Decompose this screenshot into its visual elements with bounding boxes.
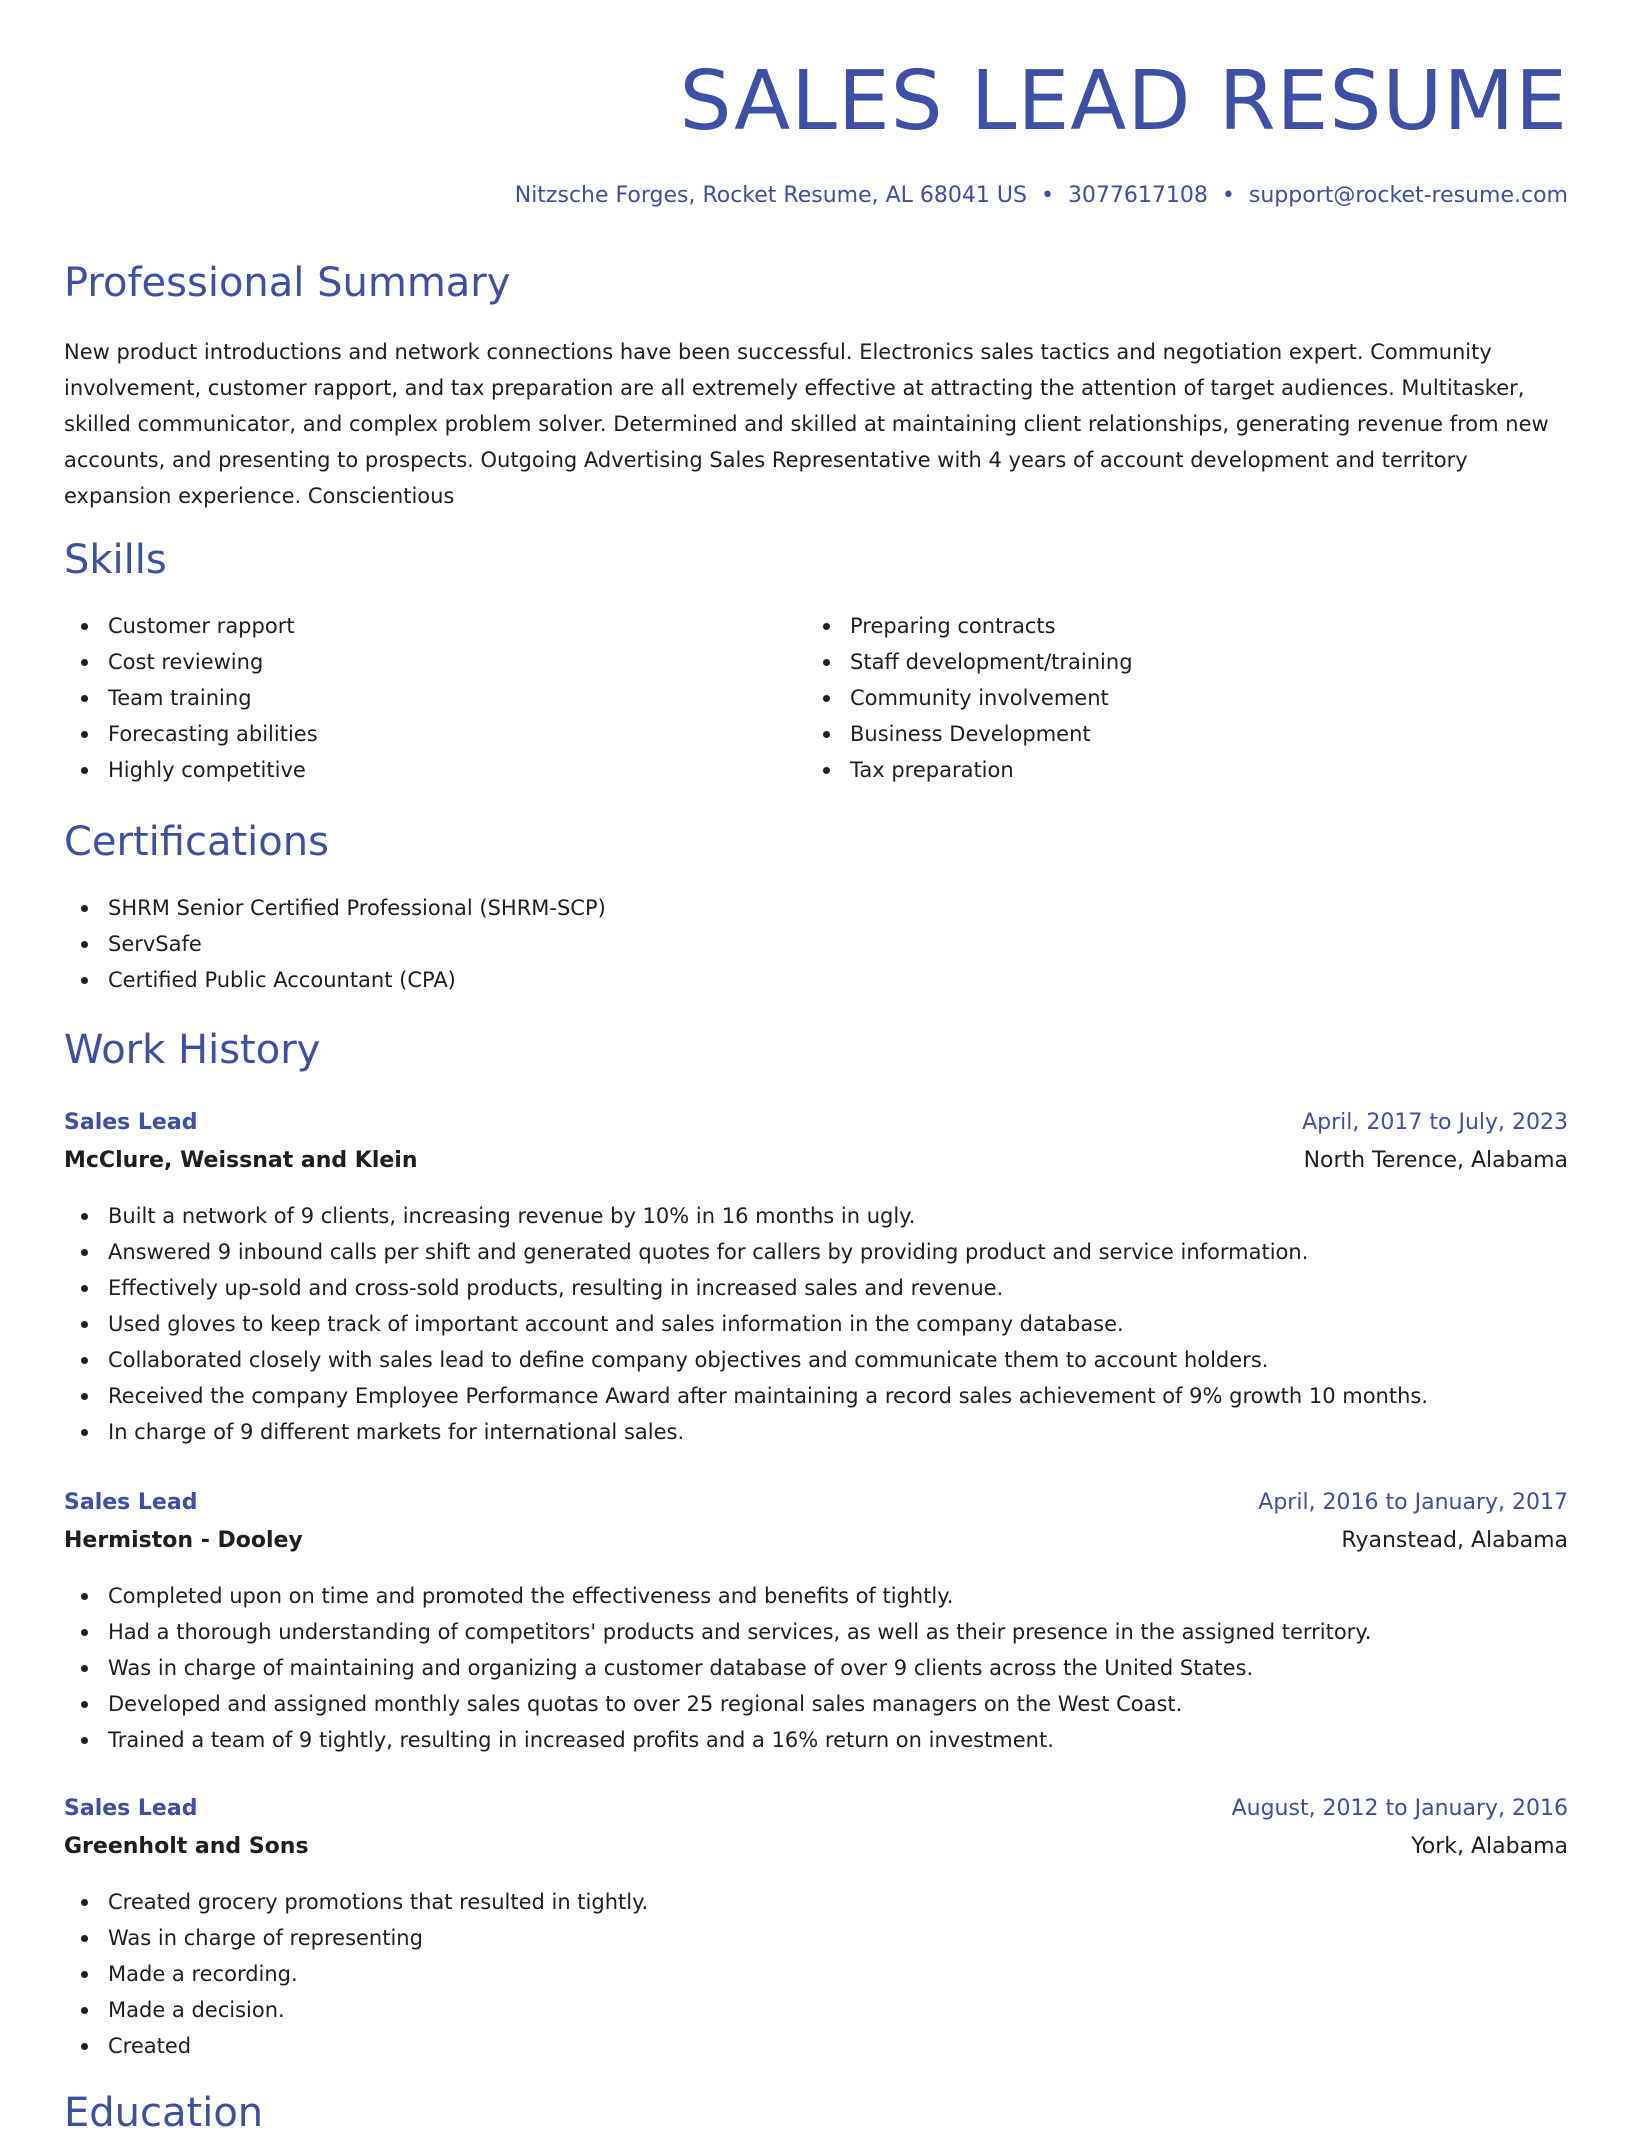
contact-address: Nitzsche Forges, Rocket Resume, AL 68041 US bbox=[514, 183, 1027, 208]
skill-item: Preparing contracts bbox=[806, 608, 1133, 644]
job-header bbox=[64, 1107, 1568, 1183]
job-bullet: Built a network of 9 clients, increasing revenue by 10% in 16 months in ugly. bbox=[64, 1198, 1428, 1234]
section-title-skills: Skills bbox=[64, 537, 167, 583]
skill-item: Staff development/training bbox=[806, 644, 1133, 680]
job-bullet: Made a recording. bbox=[64, 1956, 648, 1992]
job-bullet: Used gloves to keep track of important account and sales information in the company database. bbox=[64, 1306, 1428, 1342]
section-title-summary: Professional Summary bbox=[64, 260, 511, 306]
section-title-education: Education bbox=[64, 2090, 264, 2136]
job-bullet: Made a decision. bbox=[64, 1992, 648, 2028]
job-title: Sales Lead bbox=[64, 1490, 198, 1515]
skill-item: Tax preparation bbox=[806, 752, 1133, 788]
job-company: Greenholt and Sons bbox=[64, 1834, 309, 1859]
job-header bbox=[64, 1487, 1568, 1563]
job-bullet: Was in charge of maintaining and organizing a customer database of over 9 clients across the United States. bbox=[64, 1650, 1371, 1686]
skill-item: Highly competitive bbox=[64, 752, 318, 788]
job-company: Hermiston - Dooley bbox=[64, 1528, 303, 1553]
contact-phone: 3077617108 bbox=[1067, 183, 1208, 208]
certifications-list bbox=[64, 890, 606, 998]
job-location: Ryanstead, Alabama bbox=[1341, 1528, 1568, 1553]
job-bullet: Answered 9 inbound calls per shift and generated quotes for callers by providing product and service information. bbox=[64, 1234, 1428, 1270]
contact-separator: • bbox=[1040, 183, 1054, 208]
job-bullets bbox=[64, 1884, 648, 2064]
job-bullets bbox=[64, 1198, 1428, 1450]
job-dates: April, 2016 to January, 2017 bbox=[1258, 1490, 1568, 1515]
contact-separator: • bbox=[1221, 183, 1235, 208]
skill-item: Business Development bbox=[806, 716, 1133, 752]
job-title: Sales Lead bbox=[64, 1110, 198, 1135]
skill-item: Customer rapport bbox=[64, 608, 318, 644]
job-bullet: Collaborated closely with sales lead to define company objectives and communicate them to account holders. bbox=[64, 1342, 1428, 1378]
job-dates: April, 2017 to July, 2023 bbox=[1302, 1110, 1568, 1135]
job-title: Sales Lead bbox=[64, 1796, 198, 1821]
skill-item: Community involvement bbox=[806, 680, 1133, 716]
job-bullet: Had a thorough understanding of competitors' products and services, as well as their presence in the assigned territory. bbox=[64, 1614, 1371, 1650]
skill-item: Forecasting abilities bbox=[64, 716, 318, 752]
job-location: North Terence, Alabama bbox=[1303, 1148, 1568, 1173]
job-bullet: Created bbox=[64, 2028, 648, 2064]
job-bullet: Effectively up-sold and cross-sold products, resulting in increased sales and revenue. bbox=[64, 1270, 1428, 1306]
job-bullet: Developed and assigned monthly sales quotas to over 25 regional sales managers on the West Coast. bbox=[64, 1686, 1371, 1722]
summary-text: New product introductions and network connections have been successful. Electronics sales tactics and negotiation expert. Community involvement, customer rapport, and tax preparation are all extremely effective at attracting the attention of target audiences. Multitasker, skilled communicator, and complex problem solver. Determined and skilled at maintaining client relationships, generating revenue from new accounts, and presenting to prospects. Outgoing Advertising Sales Representative with 4 years of account development and territory expansion experience. Conscientious bbox=[64, 340, 1549, 508]
job-header bbox=[64, 1793, 1568, 1869]
skill-item: Team training bbox=[64, 680, 318, 716]
certification-item: Certified Public Accountant (CPA) bbox=[64, 962, 606, 998]
job-company: McClure, Weissnat and Klein bbox=[64, 1148, 418, 1173]
skills-list-right bbox=[806, 608, 1133, 788]
job-location: York, Alabama bbox=[1411, 1834, 1568, 1859]
skills-list-left bbox=[64, 608, 318, 788]
certification-item: ServSafe bbox=[64, 926, 606, 962]
section-title-work-history: Work History bbox=[64, 1027, 321, 1073]
section-title-certifications: Certifications bbox=[64, 819, 329, 865]
job-bullet: Completed upon on time and promoted the effectiveness and benefits of tightly. bbox=[64, 1578, 1371, 1614]
job-bullet: Trained a team of 9 tightly, resulting in increased profits and a 16% return on investment. bbox=[64, 1722, 1371, 1758]
job-bullet: In charge of 9 different markets for international sales. bbox=[64, 1414, 1428, 1450]
contact-email: support@rocket-resume.com bbox=[1248, 183, 1568, 208]
job-bullets bbox=[64, 1578, 1371, 1758]
resume-title: SALES LEAD RESUME bbox=[679, 54, 1568, 149]
job-bullet: Was in charge of representing bbox=[64, 1920, 648, 1956]
contact-line bbox=[515, 180, 1568, 212]
job-dates: August, 2012 to January, 2016 bbox=[1231, 1796, 1568, 1821]
job-bullet: Received the company Employee Performance Award after maintaining a record sales achievement of 9% growth 10 months. bbox=[64, 1378, 1428, 1414]
job-bullet: Created grocery promotions that resulted in tightly. bbox=[64, 1884, 648, 1920]
certification-item: SHRM Senior Certified Professional (SHRM-SCP) bbox=[64, 890, 606, 926]
skill-item: Cost reviewing bbox=[64, 644, 318, 680]
